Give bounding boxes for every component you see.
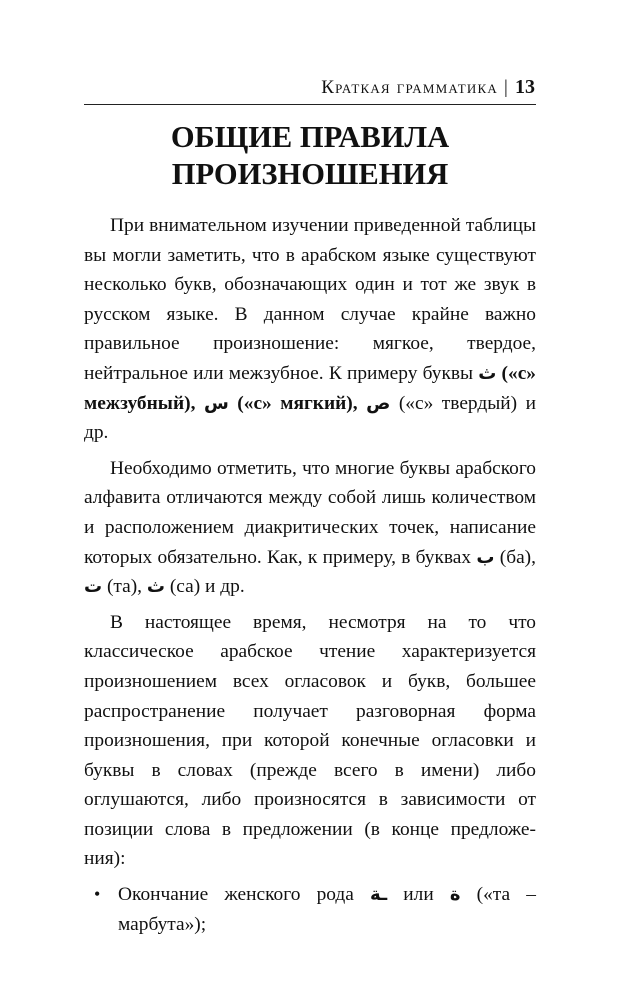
section-title: Краткая грамматика bbox=[321, 77, 498, 98]
list-item-text-2: или bbox=[387, 884, 450, 906]
arabic-letter-sad: ص bbox=[366, 392, 391, 414]
paragraph-1-text-4: («с» твердый) и др. bbox=[84, 392, 536, 444]
page-title bbox=[84, 119, 536, 193]
paragraph-1 bbox=[84, 211, 536, 448]
arabic-letter-tha: ث bbox=[478, 362, 497, 384]
list-item-text-1: Окончание женского рода bbox=[118, 884, 371, 906]
paragraph-3: В настоящее время, несмотря на то что классическое арабское чтение характеризуется произношением всех огласовок и букв, большее распространение получает разговорная форма произношения, при которой конечные огласовки и буквы в словах (прежде всего в имени) либо оглушаются, либо произносятся в зависимости от позиции слова в предложении (в конце предложе-ния): bbox=[84, 611, 536, 870]
arabic-letter-tha-2: ث bbox=[146, 576, 165, 598]
arabic-letter-ba: ب bbox=[476, 546, 495, 568]
arabic-letter-ta: ت bbox=[84, 576, 103, 598]
paragraph-1-text-2: («с» межзубный), bbox=[84, 362, 536, 414]
paragraph-2-text-2: (ба), bbox=[494, 546, 536, 568]
paragraph-2-text-1: Необходимо отметить, что многие буквы арабского алфавита отличаются между собой лишь количеством и расположением диакритических точек, написание которых обязательно. Как, к примеру, в буквах bbox=[84, 457, 536, 568]
bullet-list bbox=[84, 880, 536, 939]
title-line-2: ПРОИЗНОШЕНИЯ bbox=[171, 157, 449, 191]
title-line-1: ОБЩИЕ ПРАВИЛА bbox=[170, 120, 450, 154]
header-rule bbox=[84, 104, 536, 105]
paragraph-1-text-1: При внимательном изучении приведенной таблицы вы могли заметить, что в арабском языке существуют несколько букв, обозначающих один и тот же звук в русском языке. В данном случае крайне важно правильное произношение: мягкое, твердое, нейтральное или межзубное. К примеру буквы bbox=[84, 215, 536, 384]
paragraph-2-text-3: (та), bbox=[102, 576, 147, 598]
arabic-letter-ta-marbuta: ة bbox=[449, 884, 461, 906]
page-number: 13 bbox=[515, 76, 535, 98]
arabic-letter-sin: س bbox=[203, 392, 229, 414]
list-item-text-3: («та – марбута»); bbox=[118, 884, 536, 935]
list-item bbox=[94, 880, 536, 939]
body-text bbox=[84, 211, 536, 939]
paragraph-1-text-3: («с» мягкий), bbox=[228, 392, 367, 414]
paragraph-2-text-4: (са) и др. bbox=[164, 576, 245, 598]
arabic-letter-ta-marbuta-joined: ـة bbox=[370, 884, 388, 906]
paragraph-2 bbox=[84, 454, 536, 602]
running-header bbox=[321, 76, 535, 99]
header-separator: | bbox=[503, 77, 509, 98]
bullet-icon: • bbox=[94, 884, 101, 905]
